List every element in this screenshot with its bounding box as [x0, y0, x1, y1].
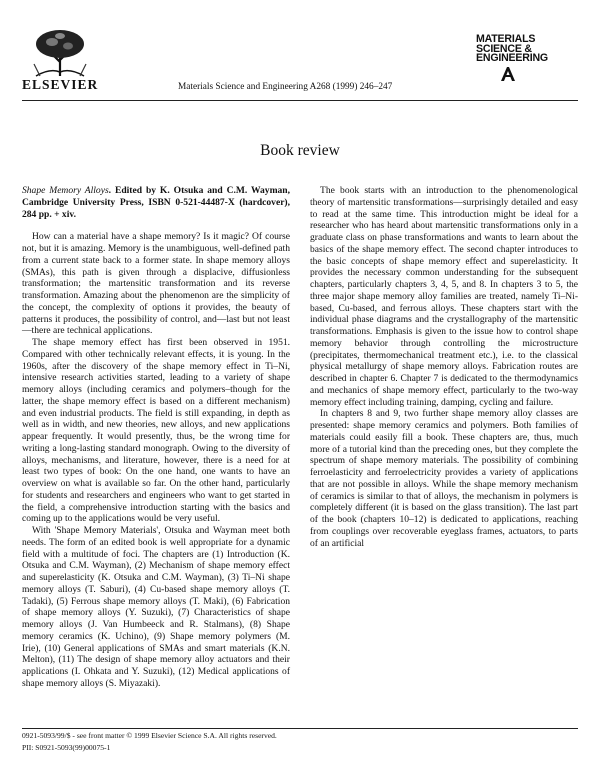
- book-citation: [22, 185, 290, 220]
- left-column: [22, 185, 290, 689]
- copyright-line: 0921-5093/99/$ - see front matter © 1999 Elsevier Science S.A. All rights reserved.: [22, 731, 277, 740]
- elsevier-wordmark: ELSEVIER: [22, 77, 99, 92]
- journal-logo-line: SCIENCE &: [476, 42, 532, 55]
- journal-logo-line: ENGINEERING: [476, 52, 548, 65]
- paragraph: With 'Shape Memory Materials', Otsuka and Wayman meet both needs. The form of an edited book is well appropriate for a dynamic field with a multitude of foci. The chapters are (1) Introduction (K. Otsuka and C.M. Wayman), (2) Mechanism of shape memory effect and superelasticity (K. Otsuka and C.M. Wayman), (3) Ti–Ni shape memory alloys (T. Saburi), (4) Cu-based shape memory alloys (T. Tadaki), (5) Ferrous shape memory alloys (T. Maki), (6) Fabrication of shape memory alloys (Y. Suzuki), (7) Characteristics of shape memory alloys (J. Van Humbeeck and R. Stalmans), (8) Shape memory ceramics (K. Uchino), (9) Shape memory polymers (M. Irie), (10) General applications of SMAs and smart materials (K.N. Melton), (11) The design of shape memory alloy actuators and their applications (I. Ohkata and Y. Suzuki), (12) Medical applications of shape memory alloys (S. Miyazaki).: [22, 525, 290, 689]
- right-column: [310, 185, 578, 549]
- journal-a-icon: [500, 66, 516, 82]
- paragraph: The shape memory effect has first been observed in 1951. Compared with other technically relevant effects, it is young. In the 1960s, after the discovery of the shape memory effect in Ti–Ni, intensive research activities started, leading to a variety of shape memory alloys (including ceramics and polymers–though for the latter, the shape memory effect is based on a different mechanism) and even industrial products. The field is still expanding, in depth as well as in width, and new theories, new alloys, and new applications appear frequently. It would presently, thus, be the wrong time for writing a long-lasting standard monograph. Owing to the diversity of alloys, mechanisms, and literature, however, there is a need for at least two types of book: On the one hand, one wants to have an overview on what is available so far. On the other hand, particularly for students and researchers and engineers who want to get started in the field, a comprehensive introduction starting with the basics and coming up to the applications would be very useful.: [22, 337, 290, 525]
- footer-rule: [22, 728, 578, 729]
- paragraph: In chapters 8 and 9, two further shape memory alloy classes are presented: shape memory ceramics and polymers. Both families of materials could easily fill a book. These chapters are, thus, much more of a tutorial kind than the preceding ones, but they complete the spectrum of shape memory materials. The possibility of combining ferroelasticity and ferroelectricity provides a variety of applications that are not possible in alloys. While the shape memory mechanism of ceramics is similar to that of alloys, the mechanism in polymers is completely different (it is based on the glass transition). The last part of the book (chapters 10–12) is dedicated to applications, reaching from couplings over recoverable eyeglass frames, actuators, to parts of an artificial: [310, 408, 578, 549]
- book-details: . Edited by K. Otsuka and C.M. Wayman, Cambridge University Press, ISBN 0-521-44487-X (hardcover), 284 pp. + xiv.: [22, 185, 290, 220]
- pii-line: PII: S0921-5093(99)00075-1: [22, 743, 111, 752]
- journal-logo: [476, 35, 568, 64]
- book-title: Shape Memory Alloys: [22, 185, 109, 196]
- header-rule: [22, 100, 578, 101]
- elsevier-logo: [22, 28, 100, 92]
- page-title: Book review: [260, 142, 340, 159]
- journal-citation: Materials Science and Engineering A268 (1999) 246–247: [178, 82, 393, 92]
- journal-logo-line: MATERIALS: [476, 33, 536, 45]
- elsevier-tree-icon: [30, 28, 90, 78]
- paragraph: The book starts with an introduction to the phenomenological theory of martensitic transformations—surprisingly detailed and easy to read at the same time. This introduction might be ideal for a researcher who has heard about martensitic transformations only in a graduate class on phase transformations and wants to learn about the basics of the shape memory effect. The second chapter introduces to the basic concepts of shape memory effect and superelasticity. It provides the necessary common understanding for the subsequent chapters, particularly chapters 3, 4, 5, and 8. In chapters 3 to 5, the three major shape memory alloy families are treated, namely Ti–Ni-based, Cu-based, and ferrous alloys. These chapters start with the individual phase diagrams and the crystallography of the martensitic transformations. Emphasis is given to the issue how to control shape memory behavior through controlling the microstructure (precipitates, thermomechanical treatment etc.), i.e. to the classical physical metallurgy of shape memory alloys. Fabrication routes are described in chapter 6. Chapter 7 is dedicated to the thermodynamics and mechanics of shape memory effect, particularly to the two-way memory effect including training, damping, cycling and failure.: [310, 185, 578, 408]
- paragraph: How can a material have a shape memory? Is it magic? Of course not, but it is amazing. Memory is the unambiguous, well-defined path from a current state back to a former state. In shape memory alloys (SMAs), this path is given through a displacive, diffusionless transformation; the martensitic transformation and its reverse transformation. Amazing about the phenomenon are the simplicity of the concept, the complexity of options it provides, the beauty of patterns it produces, the possibility of control, and—last but not least—there are technical applications.: [22, 231, 290, 337]
